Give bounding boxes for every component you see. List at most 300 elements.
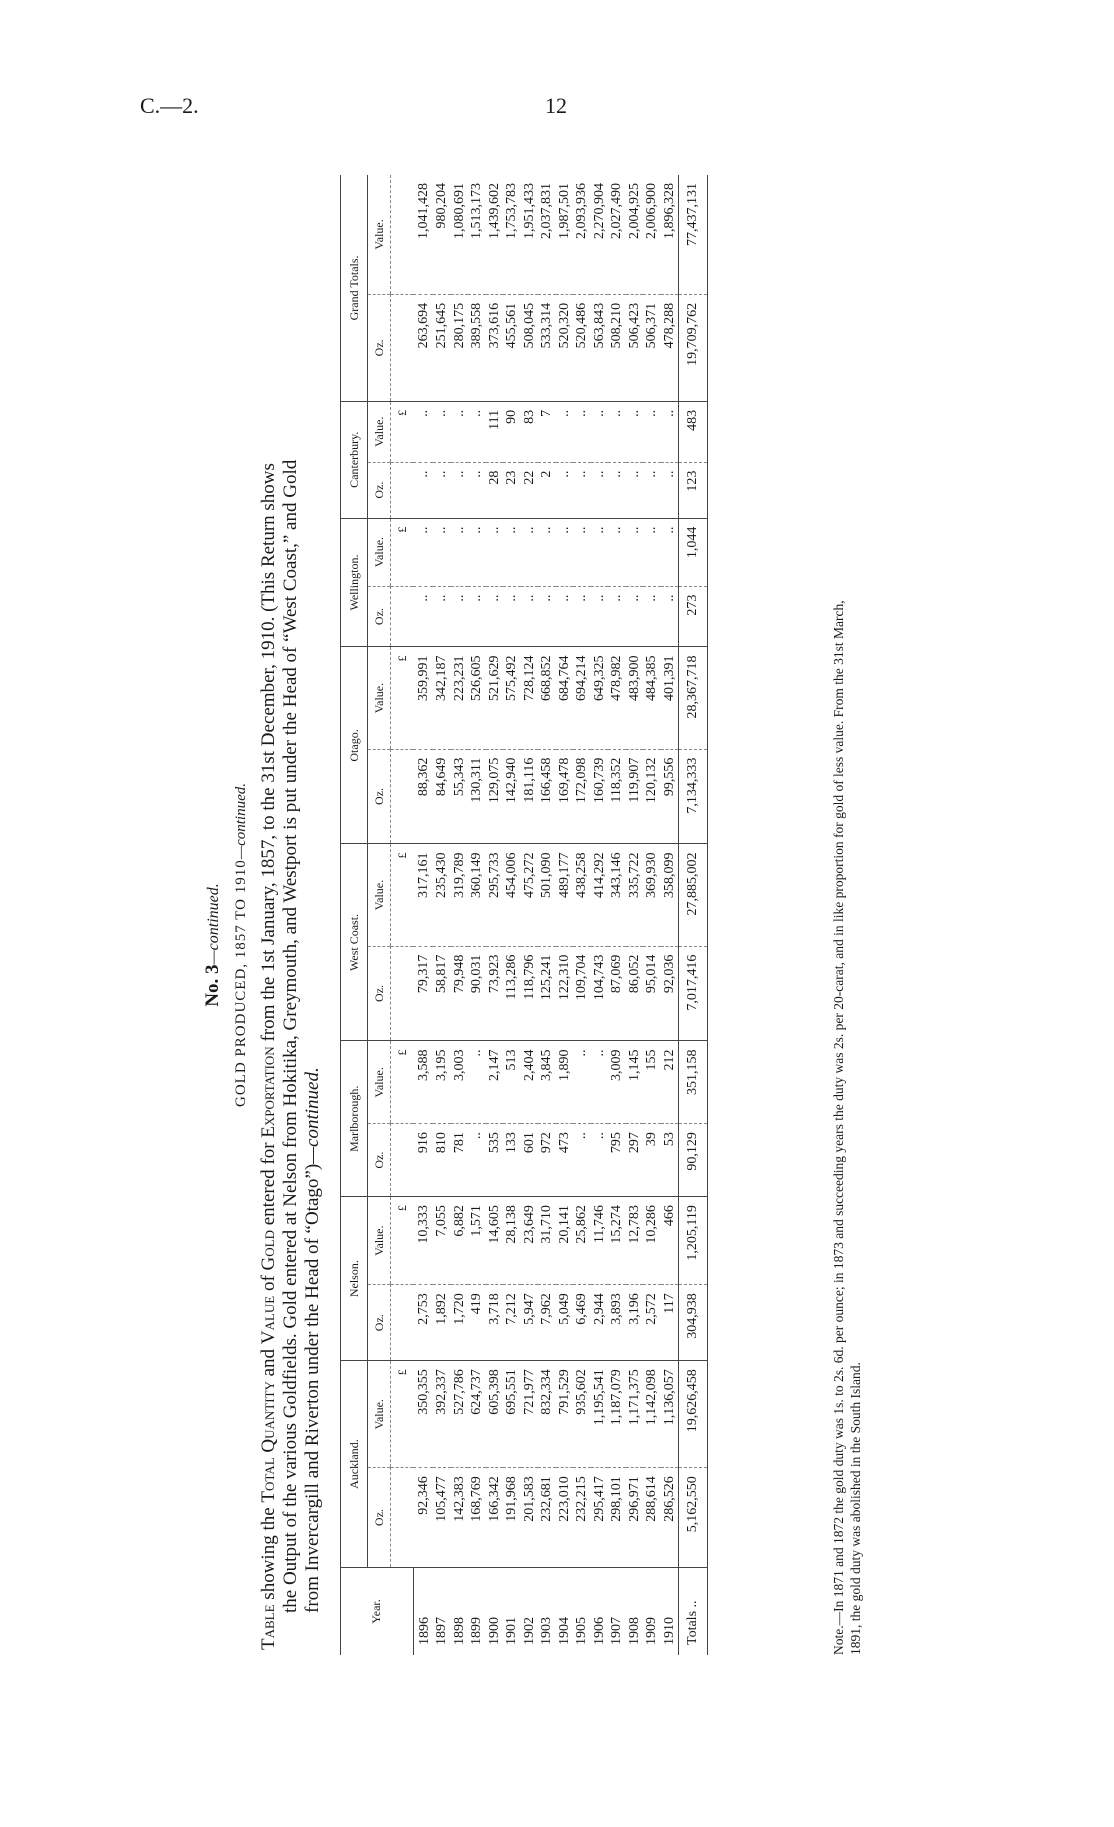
table-cell: 520,320 <box>556 294 574 401</box>
table-cell: 575,492 <box>503 647 521 749</box>
table-cell: 58,817 <box>433 946 451 1041</box>
table-cell: 23 <box>503 462 521 518</box>
region-header-canterbury: Canterbury. <box>341 401 368 518</box>
table-cell: .. <box>468 1041 486 1124</box>
table-cell: 527,786 <box>451 1361 469 1468</box>
table-row <box>468 175 486 1655</box>
table-cell: .. <box>643 518 661 586</box>
table-cell: 79,948 <box>451 946 469 1041</box>
table-cell: .. <box>451 518 469 586</box>
table-cell: .. <box>468 1124 486 1197</box>
table-cell: .. <box>556 518 574 586</box>
table-cell: 1,896,328 <box>661 175 679 294</box>
table-cell: 3,718 <box>486 1285 504 1361</box>
table-cell: 155 <box>643 1041 661 1124</box>
table-cell: 28,138 <box>503 1197 521 1285</box>
table-row <box>573 175 591 1655</box>
table-cell: 1,145 <box>626 1041 644 1124</box>
table-cell: 10,333 <box>413 1197 433 1285</box>
table-cell: .. <box>413 518 433 586</box>
region-header-nelson: Nelson. <box>341 1197 368 1361</box>
table-cell: .. <box>538 586 556 647</box>
total-cell: 28,367,718 <box>679 647 708 749</box>
table-cell: 79,317 <box>413 946 433 1041</box>
table-cell: 129,075 <box>486 749 504 844</box>
table-cell: 23,649 <box>521 1197 539 1285</box>
table-cell: 297 <box>626 1124 644 1197</box>
total-cell: 1,205,119 <box>679 1197 708 1285</box>
table-cell: 73,923 <box>486 946 504 1041</box>
table-cell: 14,605 <box>486 1197 504 1285</box>
total-cell: 273 <box>679 586 708 647</box>
table-cell: 166,342 <box>486 1468 504 1568</box>
table-cell: .. <box>573 518 591 586</box>
table-cell: 3,009 <box>608 1041 626 1124</box>
year-cell: 1900 <box>486 1617 502 1645</box>
table-description: Table showing the Total Quantity and Value of Gold entered for Exportation from the 1st January, 1857, to the 31st December, 1910. (This Return shows the Output of the various Goldfields. Gold entered at Nelson from Hokitika, Greymouth, and Westport is put under the Head of “West Coast,” and Gold from Invercargill and Riverton under the Head of “Otago”)—continued. <box>258 459 323 1650</box>
table-cell: .. <box>451 586 469 647</box>
region-header-otago: Otago. <box>341 647 368 844</box>
table-cell: 438,258 <box>573 844 591 946</box>
table-cell: .. <box>433 462 451 518</box>
table-cell: .. <box>521 586 539 647</box>
footnote: Note.—In 1871 and 1872 the gold duty was 1s. to 2s. 6d. per ounce; in 1873 and succeeding years the duty was 2s. per 20-carat, and in like proportion for gold of less value. From the 31st March, 1891, the gold duty was abolished in the South Island. <box>831 600 863 1655</box>
col-oz: Oz. <box>368 462 391 518</box>
table-cell: 3,196 <box>626 1285 644 1361</box>
table-cell: 104,743 <box>591 946 609 1041</box>
table-row <box>643 175 661 1655</box>
table-cell: .. <box>591 1041 609 1124</box>
table-cell: .. <box>573 586 591 647</box>
table-cell: .. <box>556 401 574 462</box>
table-cell: 125,241 <box>538 946 556 1041</box>
table-cell: 832,334 <box>538 1361 556 1468</box>
table-cell: 142,940 <box>503 749 521 844</box>
table-cell: 1,171,375 <box>626 1361 644 1468</box>
table-cell: 88,362 <box>413 749 433 844</box>
table-cell: 201,583 <box>521 1468 539 1568</box>
total-cell: 304,938 <box>679 1285 708 1361</box>
table-cell: 223,010 <box>556 1468 574 1568</box>
table-cell: 5,049 <box>556 1285 574 1361</box>
table-row <box>538 175 556 1655</box>
table-cell: 506,423 <box>626 294 644 401</box>
table-cell: .. <box>468 586 486 647</box>
table-cell: 781 <box>451 1124 469 1197</box>
region-header-west-coast: West Coast. <box>341 844 368 1041</box>
table-cell: .. <box>573 462 591 518</box>
table-cell: 478,982 <box>608 647 626 749</box>
table-row <box>556 175 574 1655</box>
table-cell: 1,987,501 <box>556 175 574 294</box>
totals-label: Totals .. <box>679 1567 708 1655</box>
table-cell: 212 <box>661 1041 679 1124</box>
table-cell: 119,907 <box>626 749 644 844</box>
table-cell: 168,769 <box>468 1468 486 1568</box>
table-cell: 113,286 <box>503 946 521 1041</box>
table-cell: 160,739 <box>591 749 609 844</box>
table-cell: 508,045 <box>521 294 539 401</box>
table-cell: .. <box>591 1124 609 1197</box>
table-cell: 1,890 <box>556 1041 574 1124</box>
table-cell: 90 <box>503 401 521 462</box>
table-row <box>521 175 539 1655</box>
table-cell: 501,090 <box>538 844 556 946</box>
table-cell: 414,292 <box>591 844 609 946</box>
pound-sign: £ <box>391 647 414 749</box>
year-cell: 1902 <box>521 1617 537 1645</box>
total-cell: 90,129 <box>679 1124 708 1197</box>
table-cell: 455,561 <box>503 294 521 401</box>
col-value: Value. <box>368 647 391 749</box>
table-cell: 1,195,541 <box>591 1361 609 1468</box>
table-cell: 343,146 <box>608 844 626 946</box>
table-cell: 232,215 <box>573 1468 591 1568</box>
total-cell: 19,626,458 <box>679 1361 708 1468</box>
table-cell: 972 <box>538 1124 556 1197</box>
table-cell: 118,796 <box>521 946 539 1041</box>
table-cell: 15,274 <box>608 1197 626 1285</box>
col-oz: Oz. <box>368 586 391 647</box>
table-cell: .. <box>626 401 644 462</box>
total-cell: 123 <box>679 462 708 518</box>
page-number: 12 <box>545 93 567 118</box>
year-cell: 1901 <box>504 1617 519 1645</box>
table-cell: 475,272 <box>521 844 539 946</box>
region-header-grand-totals: Grand Totals. <box>341 175 368 401</box>
table-cell: 1,041,428 <box>413 175 433 294</box>
table-row <box>591 175 609 1655</box>
document-reference: C.—2. <box>140 93 199 118</box>
table-cell: .. <box>433 586 451 647</box>
table-cell: 649,325 <box>591 647 609 749</box>
table-cell: .. <box>661 518 679 586</box>
table-cell: 166,458 <box>538 749 556 844</box>
table-row <box>451 175 469 1655</box>
table-cell: .. <box>486 586 504 647</box>
col-oz: Oz. <box>368 294 391 401</box>
table-cell: 605,398 <box>486 1361 504 1468</box>
table-cell: 2,006,900 <box>643 175 661 294</box>
table-cell: 130,311 <box>468 749 486 844</box>
col-oz: Oz. <box>368 1285 391 1361</box>
table-cell: .. <box>573 401 591 462</box>
table-cell: 7,055 <box>433 1197 451 1285</box>
table-cell: 1,439,602 <box>486 175 504 294</box>
table-cell: 2,004,925 <box>626 175 644 294</box>
table-row <box>433 175 451 1655</box>
year-cell: 1910 <box>661 1617 677 1645</box>
table-cell: 489,177 <box>556 844 574 946</box>
col-value: Value. <box>368 1361 391 1468</box>
table-cell: 342,187 <box>433 647 451 749</box>
table-cell: 3,588 <box>413 1041 433 1124</box>
table-cell: 288,614 <box>643 1468 661 1568</box>
table-cell: 694,214 <box>573 647 591 749</box>
table-cell: 360,149 <box>468 844 486 946</box>
table-cell: 296,971 <box>626 1468 644 1568</box>
table-cell: 223,231 <box>451 647 469 749</box>
table-cell: .. <box>451 462 469 518</box>
table-cell: .. <box>433 518 451 586</box>
table-cell: 810 <box>433 1124 451 1197</box>
table-cell: .. <box>433 401 451 462</box>
table-cell: 1,136,057 <box>661 1361 679 1468</box>
table-cell: 1,720 <box>451 1285 469 1361</box>
table-cell: 7 <box>538 401 556 462</box>
table-cell: .. <box>643 401 661 462</box>
total-cell: 7,134,333 <box>679 749 708 844</box>
table-cell: 359,991 <box>413 647 433 749</box>
col-oz: Oz. <box>368 749 391 844</box>
table-cell: .. <box>643 586 661 647</box>
table-cell: .. <box>538 518 556 586</box>
table-cell: 3,845 <box>538 1041 556 1124</box>
table-cell: 117 <box>661 1285 679 1361</box>
year-cell: 1906 <box>591 1617 607 1645</box>
pound-sign: £ <box>391 1197 414 1285</box>
table-cell: 86,052 <box>626 946 644 1041</box>
table-cell: 695,551 <box>503 1361 521 1468</box>
table-cell: 2,572 <box>643 1285 661 1361</box>
table-cell: 6,469 <box>573 1285 591 1361</box>
table-cell: 520,486 <box>573 294 591 401</box>
col-value: Value. <box>368 844 391 946</box>
total-cell: 7,017,416 <box>679 946 708 1041</box>
table-cell: 2,147 <box>486 1041 504 1124</box>
table-cell: 22 <box>521 462 539 518</box>
table-row <box>486 175 504 1655</box>
pound-sign: £ <box>391 518 414 586</box>
totals-row <box>679 175 708 1655</box>
table-cell: .. <box>503 586 521 647</box>
table-cell: .. <box>608 586 626 647</box>
table-cell: 1,513,173 <box>468 175 486 294</box>
table-cell: 1,187,079 <box>608 1361 626 1468</box>
table-cell: 601 <box>521 1124 539 1197</box>
table-cell: 118,352 <box>608 749 626 844</box>
table-cell: .. <box>643 462 661 518</box>
table-subtitle: GOLD PRODUCED, 1857 TO 1910—continued. <box>233 783 249 1107</box>
table-cell: 350,355 <box>413 1361 433 1468</box>
table-cell: 2,027,490 <box>608 175 626 294</box>
table-cell: 120,132 <box>643 749 661 844</box>
year-cell: 1908 <box>626 1617 642 1645</box>
table-cell: 3,195 <box>433 1041 451 1124</box>
table-cell: 2 <box>538 462 556 518</box>
table-cell: 286,526 <box>661 1468 679 1568</box>
table-cell: 99,556 <box>661 749 679 844</box>
table-cell: 31,710 <box>538 1197 556 1285</box>
table-cell: 105,477 <box>433 1468 451 1568</box>
table-cell: .. <box>661 586 679 647</box>
year-cell: 1909 <box>644 1617 659 1645</box>
col-oz: Oz. <box>368 1124 391 1197</box>
table-cell: 401,391 <box>661 647 679 749</box>
year-cell: 1905 <box>574 1617 589 1645</box>
table-cell: 728,124 <box>521 647 539 749</box>
table-cell: 3,003 <box>451 1041 469 1124</box>
table-cell: .. <box>608 518 626 586</box>
col-value: Value. <box>368 401 391 462</box>
table-cell: 684,764 <box>556 647 574 749</box>
table-cell: 2,753 <box>413 1285 433 1361</box>
year-cell: 1904 <box>556 1617 572 1645</box>
table-cell: 280,175 <box>451 294 469 401</box>
table-cell: 533,314 <box>538 294 556 401</box>
table-cell: 7,962 <box>538 1285 556 1361</box>
table-cell: 668,852 <box>538 647 556 749</box>
table-cell: 20,141 <box>556 1197 574 1285</box>
table-cell: 55,343 <box>451 749 469 844</box>
table-cell: .. <box>661 401 679 462</box>
pound-sign: £ <box>391 1361 414 1468</box>
total-cell: 1,044 <box>679 518 708 586</box>
table-cell: 335,722 <box>626 844 644 946</box>
table-cell: 169,478 <box>556 749 574 844</box>
table-cell: 389,558 <box>468 294 486 401</box>
table-cell: 791,529 <box>556 1361 574 1468</box>
table-cell: 980,204 <box>433 175 451 294</box>
year-cell: 1903 <box>539 1617 554 1645</box>
table-cell: 111 <box>486 401 504 462</box>
table-cell: 84,649 <box>433 749 451 844</box>
table-cell: 12,783 <box>626 1197 644 1285</box>
table-cell: 191,968 <box>503 1468 521 1568</box>
table-cell: .. <box>413 401 433 462</box>
table-cell: 1,951,433 <box>521 175 539 294</box>
table-cell: 317,161 <box>413 844 433 946</box>
table-cell: 142,383 <box>451 1468 469 1568</box>
col-value: Value. <box>368 1197 391 1285</box>
table-cell: .. <box>413 462 433 518</box>
table-cell: 454,006 <box>503 844 521 946</box>
gold-production-table <box>340 175 708 1655</box>
table-cell: 478,288 <box>661 294 679 401</box>
col-oz: Oz. <box>368 1468 391 1568</box>
table-cell: 369,930 <box>643 844 661 946</box>
table-cell: .. <box>503 518 521 586</box>
table-cell: 1,571 <box>468 1197 486 1285</box>
table-cell: .. <box>661 462 679 518</box>
table-row <box>503 175 521 1655</box>
table-cell: 235,430 <box>433 844 451 946</box>
pound-sign: £ <box>391 844 414 946</box>
table-cell: 6,882 <box>451 1197 469 1285</box>
table-row <box>413 175 433 1655</box>
year-header: Year. <box>341 1567 414 1655</box>
table-cell: 419 <box>468 1285 486 1361</box>
col-value: Value. <box>368 1041 391 1124</box>
table-cell: 25,862 <box>573 1197 591 1285</box>
table-cell: .. <box>626 518 644 586</box>
table-cell: .. <box>413 586 433 647</box>
table-cell: 624,737 <box>468 1361 486 1468</box>
year-cell: 1898 <box>451 1617 467 1645</box>
table-cell: .. <box>608 462 626 518</box>
table-cell: 172,098 <box>573 749 591 844</box>
total-cell: 19,709,762 <box>679 294 708 401</box>
table-cell: .. <box>608 401 626 462</box>
col-value: Value. <box>368 518 391 586</box>
table-cell: .. <box>556 462 574 518</box>
col-value: Value. <box>368 175 391 294</box>
table-cell: 83 <box>521 401 539 462</box>
table-cell: 392,337 <box>433 1361 451 1468</box>
table-cell: 935,602 <box>573 1361 591 1468</box>
table-cell: 295,733 <box>486 844 504 946</box>
table-cell: .. <box>591 518 609 586</box>
table-cell: .. <box>521 518 539 586</box>
table-cell: 484,385 <box>643 647 661 749</box>
table-cell: 232,681 <box>538 1468 556 1568</box>
table-cell: 109,704 <box>573 946 591 1041</box>
table-cell: 1,892 <box>433 1285 451 1361</box>
table-cell: 795 <box>608 1124 626 1197</box>
table-cell: 53 <box>661 1124 679 1197</box>
table-cell: 5,947 <box>521 1285 539 1361</box>
table-cell: 373,616 <box>486 294 504 401</box>
table-cell: 251,645 <box>433 294 451 401</box>
table-cell: 1,080,691 <box>451 175 469 294</box>
rotated-table-sheet <box>190 145 863 1745</box>
year-cell: 1897 <box>434 1617 449 1645</box>
table-cell: 2,270,904 <box>591 175 609 294</box>
table-cell: .. <box>556 586 574 647</box>
table-cell: 11,746 <box>591 1197 609 1285</box>
table-cell: 263,694 <box>413 294 433 401</box>
region-header-marlborough: Marlborough. <box>341 1041 368 1197</box>
table-cell: 28 <box>486 462 504 518</box>
table-cell: 39 <box>643 1124 661 1197</box>
table-cell: 506,371 <box>643 294 661 401</box>
table-cell: 1,753,783 <box>503 175 521 294</box>
table-cell: 521,629 <box>486 647 504 749</box>
table-cell: .. <box>573 1124 591 1197</box>
table-row <box>626 175 644 1655</box>
table-cell: 90,031 <box>468 946 486 1041</box>
table-cell: .. <box>591 462 609 518</box>
table-cell: 535 <box>486 1124 504 1197</box>
table-cell: 513 <box>503 1041 521 1124</box>
table-cell: 466 <box>661 1197 679 1285</box>
table-cell: 1,142,098 <box>643 1361 661 1468</box>
table-cell: 2,944 <box>591 1285 609 1361</box>
table-cell: .. <box>573 1041 591 1124</box>
table-cell: 563,843 <box>591 294 609 401</box>
table-cell: 295,417 <box>591 1468 609 1568</box>
table-cell: 721,977 <box>521 1361 539 1468</box>
table-cell: 916 <box>413 1124 433 1197</box>
table-cell: 2,404 <box>521 1041 539 1124</box>
table-cell: .. <box>451 401 469 462</box>
region-header-wellington: Wellington. <box>341 518 368 647</box>
table-cell: .. <box>626 586 644 647</box>
total-cell: 483 <box>679 401 708 462</box>
table-cell: 508,210 <box>608 294 626 401</box>
table-cell: 7,212 <box>503 1285 521 1361</box>
table-cell: .. <box>468 518 486 586</box>
table-cell: 2,037,831 <box>538 175 556 294</box>
table-row <box>661 175 679 1655</box>
table-cell: .. <box>591 401 609 462</box>
table-cell: 181,116 <box>521 749 539 844</box>
total-cell: 27,885,002 <box>679 844 708 946</box>
table-cell: .. <box>626 462 644 518</box>
table-cell: 92,036 <box>661 946 679 1041</box>
table-cell: 298,101 <box>608 1468 626 1568</box>
total-cell: 5,162,550 <box>679 1468 708 1568</box>
